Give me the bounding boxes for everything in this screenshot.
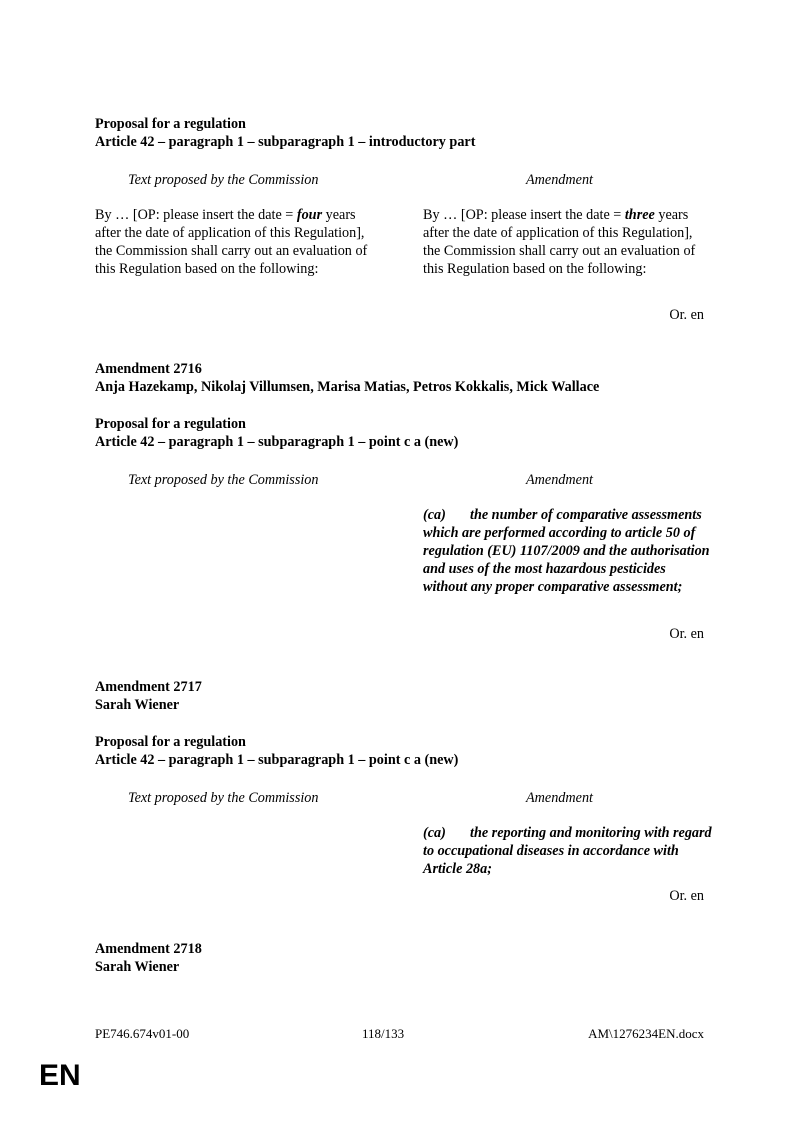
- amendment-text: [423, 506, 713, 596]
- amendment-number: Amendment 2717: [95, 679, 202, 695]
- point-label: (ca): [423, 825, 446, 841]
- commission-text: [95, 206, 385, 278]
- amendment-authors: Sarah Wiener: [95, 697, 180, 713]
- amendment-body: the number of comparative assessments which are performed according to article 50 of regulation (EU) 1107/2009 and the authorisation and uses of the most hazardous pesticides without any proper comparative assessment;: [423, 507, 710, 595]
- amendment-text: [423, 824, 713, 878]
- commission-text-header: Text proposed by the Commission: [128, 790, 319, 806]
- amendment-header: Amendment: [526, 790, 593, 806]
- commission-text-emphasis: four: [296, 207, 323, 223]
- commission-text-after: years after the date of application of this Regulation], the Commission shall carry out an evaluation of this Regulation based on the following:: [95, 207, 368, 277]
- amendment-header: Amendment: [526, 172, 593, 188]
- commission-text-before: By … [OP: please insert the date =: [95, 207, 297, 223]
- footer-page-number: 118/133: [362, 1026, 405, 1041]
- original-language: Or. en: [669, 307, 704, 323]
- point-label: (ca): [423, 507, 446, 523]
- commission-text-header: Text proposed by the Commission: [128, 172, 319, 188]
- amendment-number: Amendment 2718: [95, 941, 202, 957]
- proposal-title: Proposal for a regulation: [95, 734, 246, 750]
- amendment-number: Amendment 2716: [95, 361, 202, 377]
- amendment-text-emphasis: three: [624, 207, 655, 223]
- proposal-title: Proposal for a regulation: [95, 416, 246, 432]
- commission-text-header: Text proposed by the Commission: [128, 472, 319, 488]
- article-reference: Article 42 – paragraph 1 – subparagraph 1 – introductory part: [95, 134, 476, 150]
- amendment-text-before: By … [OP: please insert the date =: [423, 207, 625, 223]
- original-language: Or. en: [669, 888, 704, 904]
- amendment-authors: Sarah Wiener: [95, 959, 180, 975]
- amendment-text: [423, 206, 713, 278]
- footer-doc-ref: PE746.674v01-00: [95, 1026, 190, 1041]
- amendment-text-after: years after the date of application of this Regulation], the Commission shall carry out an evaluation of this Regulation based on the following:: [423, 207, 696, 277]
- proposal-title: Proposal for a regulation: [95, 116, 246, 132]
- footer-file-name: AM\1276234EN.docx: [588, 1026, 704, 1041]
- amendment-body: the reporting and monitoring with regard to occupational diseases in accordance with Article 28a;: [423, 825, 712, 877]
- original-language: Or. en: [669, 626, 704, 642]
- language-code: EN: [39, 1059, 81, 1092]
- article-reference: Article 42 – paragraph 1 – subparagraph 1 – point c a (new): [95, 752, 459, 768]
- amendment-header: Amendment: [526, 472, 593, 488]
- amendment-authors: Anja Hazekamp, Nikolaj Villumsen, Marisa Matias, Petros Kokkalis, Mick Wallace: [95, 379, 600, 395]
- article-reference: Article 42 – paragraph 1 – subparagraph 1 – point c a (new): [95, 434, 459, 450]
